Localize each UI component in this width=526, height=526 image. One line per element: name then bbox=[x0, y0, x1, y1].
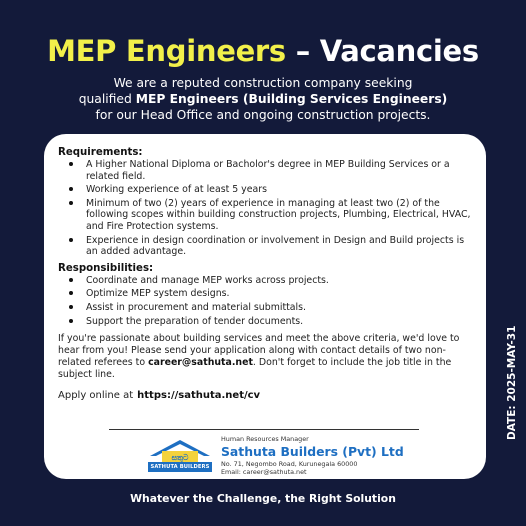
company-signature bbox=[148, 435, 448, 477]
responsibilities-list bbox=[58, 275, 476, 327]
company-address: No. 71, Negombo Road, Kurunegala 60000 bbox=[221, 460, 358, 468]
tagline: Whatever the Challenge, the Right Solution bbox=[130, 492, 396, 505]
divider bbox=[109, 429, 419, 430]
apply-line bbox=[58, 390, 476, 401]
house-roof-icon bbox=[148, 439, 212, 463]
responsibility-text: Assist in procurement and material submittals. bbox=[86, 301, 307, 313]
company-name: Sathuta Builders (Pvt) Ltd bbox=[221, 444, 404, 459]
responsibility-text: Support the preparation of tender documents. bbox=[86, 315, 304, 327]
apply-url-link[interactable]: https://sathuta.net/cv bbox=[137, 390, 261, 402]
list-item bbox=[58, 198, 476, 233]
list-item bbox=[58, 159, 476, 182]
responsibilities-heading: Responsibilities: bbox=[58, 262, 154, 274]
logo-text: SATHUTA BUILDERS bbox=[148, 462, 212, 472]
job-details-card bbox=[44, 134, 486, 479]
bullet-icon bbox=[69, 187, 73, 191]
list-item bbox=[58, 288, 476, 300]
apply-label: Apply online at bbox=[58, 390, 134, 402]
responsibility-text: Optimize MEP system designs. bbox=[86, 288, 230, 300]
bullet-icon bbox=[69, 162, 73, 166]
company-email[interactable]: Email: career@sathuta.net bbox=[221, 468, 307, 476]
closing-text-pre: If you're passionate about building services and meet the above criteria, we'd love to hear from you! Please send your application along with contact details of two non-related referees to bbox=[58, 333, 460, 368]
closing-paragraph bbox=[58, 333, 476, 380]
intro-line-2-pre: qualified bbox=[78, 92, 136, 106]
intro-line-2 bbox=[40, 91, 486, 107]
requirements-heading: Requirements: bbox=[58, 147, 143, 158]
intro-text bbox=[40, 75, 486, 123]
intro-line-2-bold: MEP Engineers (Building Services Engineers) bbox=[135, 92, 448, 106]
list-item bbox=[58, 302, 476, 314]
date-label: DATE: 2025-MAY-31 bbox=[506, 325, 518, 440]
bullet-icon bbox=[69, 291, 73, 295]
application-email-link[interactable]: career@sathuta.net bbox=[148, 356, 253, 368]
bullet-icon bbox=[69, 319, 73, 323]
bullet-icon bbox=[69, 305, 73, 309]
requirement-text: Working experience of at least 5 years bbox=[86, 184, 267, 196]
intro-line-1: We are a reputed construction company seeking bbox=[113, 76, 413, 90]
intro-line-3: for our Head Office and ongoing construction projects. bbox=[95, 108, 431, 122]
page-title bbox=[0, 34, 526, 68]
bullet-icon bbox=[69, 238, 73, 242]
bullet-icon bbox=[69, 278, 73, 282]
list-item bbox=[58, 316, 476, 328]
bullet-icon bbox=[69, 201, 73, 205]
hr-title: Human Resources Manager bbox=[221, 435, 309, 443]
requirement-text: Experience in design coordination or involvement in Design and Build projects is an added advantage. bbox=[86, 234, 465, 258]
list-item bbox=[58, 235, 476, 258]
requirement-text: A Higher National Diploma or Bacholor's degree in MEP Building Services or a related field. bbox=[86, 159, 450, 182]
responsibility-text: Coordinate and manage MEP works across projects. bbox=[86, 274, 329, 286]
logo-sinhala-text: සතුට bbox=[171, 453, 189, 462]
requirement-text: Minimum of two (2) years of experience in managing at least two (2) of the following scopes within building construction projects, Plumbing, Electrical, HVAC, and Fire Protection systems. bbox=[86, 197, 471, 232]
requirements-list bbox=[58, 159, 476, 258]
list-item bbox=[58, 275, 476, 287]
closing-text-post: . Don't forget to include the job title in the subject line. bbox=[58, 356, 452, 380]
title-rest: – Vacancies bbox=[285, 34, 479, 68]
list-item bbox=[58, 184, 476, 196]
title-accent: MEP Engineers bbox=[47, 34, 286, 68]
company-logo bbox=[148, 439, 212, 473]
